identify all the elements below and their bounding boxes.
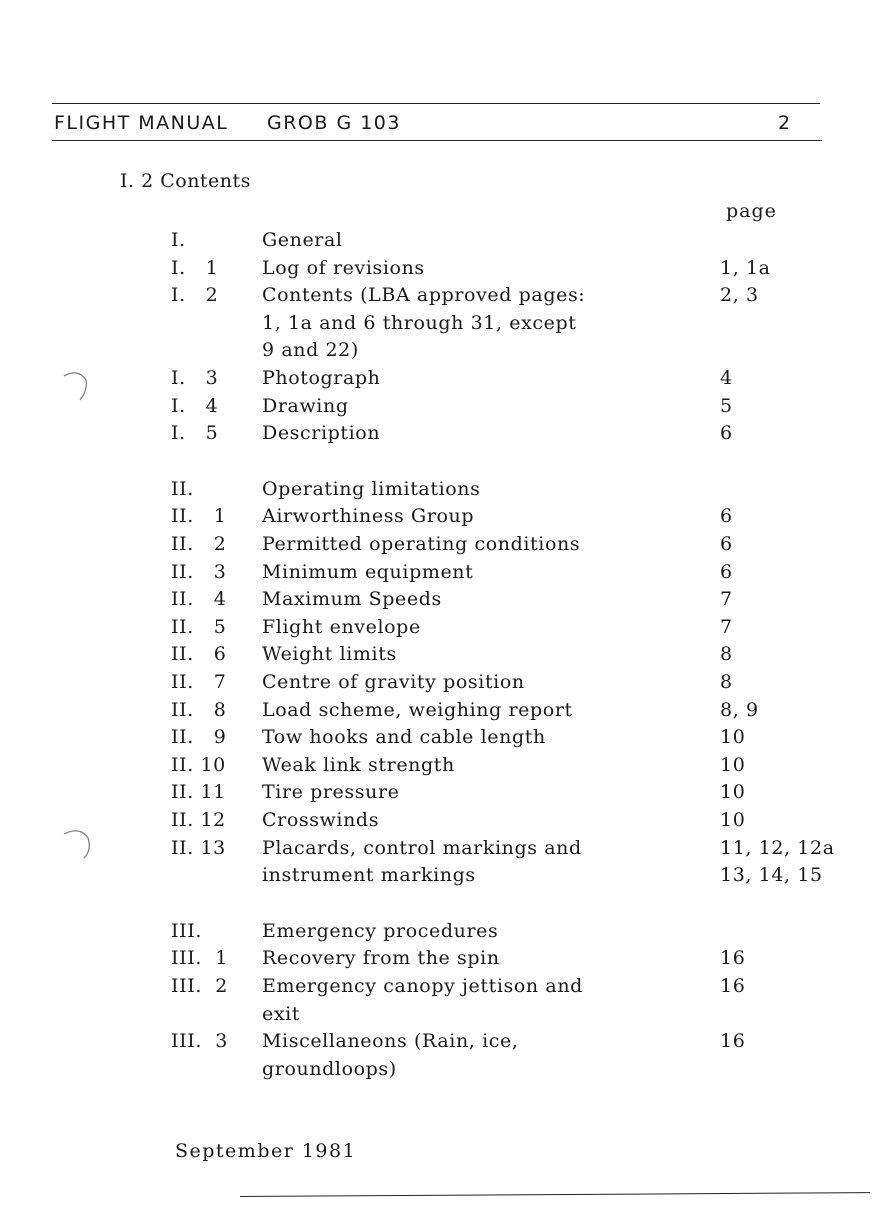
toc-page-ref: 10 — [720, 753, 746, 776]
toc-page-ref: 1, 1a — [720, 256, 771, 279]
toc-page-ref: 5 — [720, 394, 733, 417]
toc-section-number: III. 2 — [171, 975, 228, 997]
toc-page-ref: 13, 14, 15 — [720, 864, 823, 887]
toc-entry-title: Crosswinds — [262, 809, 380, 831]
toc-section-number: I. 1 — [171, 256, 219, 279]
toc-entry-title: Drawing — [262, 394, 349, 417]
punch-hole-mark-upper — [58, 366, 98, 406]
toc-entry-title: Load scheme, weighing report — [262, 698, 573, 721]
toc-entry-title: General — [262, 229, 343, 251]
toc-section-number: II. 1 — [171, 505, 227, 528]
toc-section-number: II. 12 — [171, 809, 226, 831]
toc-page-ref: 6 — [720, 533, 733, 555]
toc-entry-title: Centre of gravity position — [262, 671, 525, 693]
toc-section-number: I. 5 — [171, 422, 219, 445]
toc-section-number: III. 1 — [171, 947, 228, 970]
toc-entry-title: Permitted operating conditions — [262, 533, 581, 555]
toc-page-ref: 8 — [720, 671, 733, 693]
toc-section-number: II. 9 — [171, 726, 227, 749]
toc-entry-title: Weak link strength — [262, 753, 455, 776]
toc-section-number: II. 6 — [171, 643, 227, 666]
toc-entry-title: Tire pressure — [262, 781, 400, 804]
toc-entry-title: Description — [262, 422, 381, 445]
toc-entry-title: Contents (LBA approved pages: — [262, 284, 586, 307]
toc-entry-title: Placards, control markings and — [262, 836, 582, 859]
toc-section-number: I. 2 — [171, 284, 219, 307]
toc-entry-title: 9 and 22) — [262, 339, 359, 362]
toc-page-ref: 7 — [720, 615, 733, 638]
toc-entry-title: Tow hooks and cable length — [262, 726, 546, 749]
toc-page-ref: 7 — [720, 588, 733, 611]
toc-entry-title: Weight limits — [262, 643, 397, 666]
toc-entry-title: Emergency canopy jettison and — [262, 975, 583, 997]
manual-title: FLIGHT MANUAL — [54, 112, 229, 134]
toc-page-ref: 16 — [720, 1030, 746, 1053]
toc-entry-title: instrument markings — [262, 864, 476, 887]
toc-section-number: II. 7 — [171, 671, 227, 693]
toc-section-number: III. — [171, 919, 202, 942]
aircraft-model: GROB G 103 — [267, 112, 401, 134]
toc-page-ref: 16 — [720, 947, 746, 970]
toc-section-number: III. 3 — [171, 1030, 228, 1053]
toc-page-ref: 8 — [720, 643, 733, 666]
toc-section-number: II. 10 — [171, 753, 226, 776]
toc-entry-title: Operating limitations — [262, 477, 481, 500]
page-column-label: page — [726, 200, 777, 222]
toc-entry-title: Photograph — [262, 367, 381, 389]
toc-section-number: II. 2 — [171, 533, 227, 555]
toc-entry-title: Airworthiness Group — [262, 505, 475, 528]
header-bottom-rule — [52, 140, 822, 141]
toc-section-number: II. 5 — [171, 615, 227, 638]
toc-page-ref: 6 — [720, 422, 733, 445]
toc-section-number: I. 4 — [171, 394, 219, 417]
toc-page-ref: 10 — [720, 726, 746, 749]
toc-page-ref: 16 — [720, 975, 746, 997]
page-number: 2 — [778, 112, 792, 134]
toc-page-ref: 8, 9 — [720, 698, 759, 721]
toc-page-ref: 10 — [720, 809, 746, 831]
toc-page-ref: 2, 3 — [720, 284, 759, 307]
toc-entry-title: Emergency procedures — [262, 919, 499, 942]
footer-date: September 1981 — [175, 1140, 357, 1162]
toc-section-number: II. 3 — [171, 560, 227, 583]
toc-section-number: II. 11 — [171, 781, 226, 804]
toc-page-ref: 10 — [720, 781, 746, 804]
toc-section-number: II. — [171, 477, 194, 500]
toc-entry-title: Flight envelope — [262, 615, 421, 638]
punch-hole-mark-lower — [60, 822, 100, 862]
toc-page-ref: 11, 12, 12a — [720, 836, 835, 859]
toc-section-number: II. 4 — [171, 588, 227, 611]
toc-entry-title: 1, 1a and 6 through 31, except — [262, 311, 577, 334]
toc-entry-title: groundloops) — [262, 1057, 397, 1080]
toc-entry-title: Miscellaneons (Rain, ice, — [262, 1030, 519, 1053]
header-top-rule — [52, 103, 820, 104]
footer-rule — [240, 1192, 870, 1197]
toc-section-number: II. 13 — [171, 836, 226, 859]
toc-section-number: II. 8 — [171, 698, 227, 721]
section-heading: I. 2 Contents — [120, 170, 251, 192]
toc-entry-title: Recovery from the spin — [262, 947, 500, 970]
toc-section-number: I. — [171, 229, 186, 251]
toc-entry-title: Log of revisions — [262, 256, 425, 279]
toc-entry-title: exit — [262, 1002, 301, 1025]
toc-entry-title: Maximum Speeds — [262, 588, 442, 611]
toc-page-ref: 6 — [720, 560, 733, 583]
toc-section-number: I. 3 — [171, 367, 219, 389]
toc-page-ref: 4 — [720, 367, 733, 389]
toc-entry-title: Minimum equipment — [262, 560, 474, 583]
toc-page-ref: 6 — [720, 505, 733, 528]
